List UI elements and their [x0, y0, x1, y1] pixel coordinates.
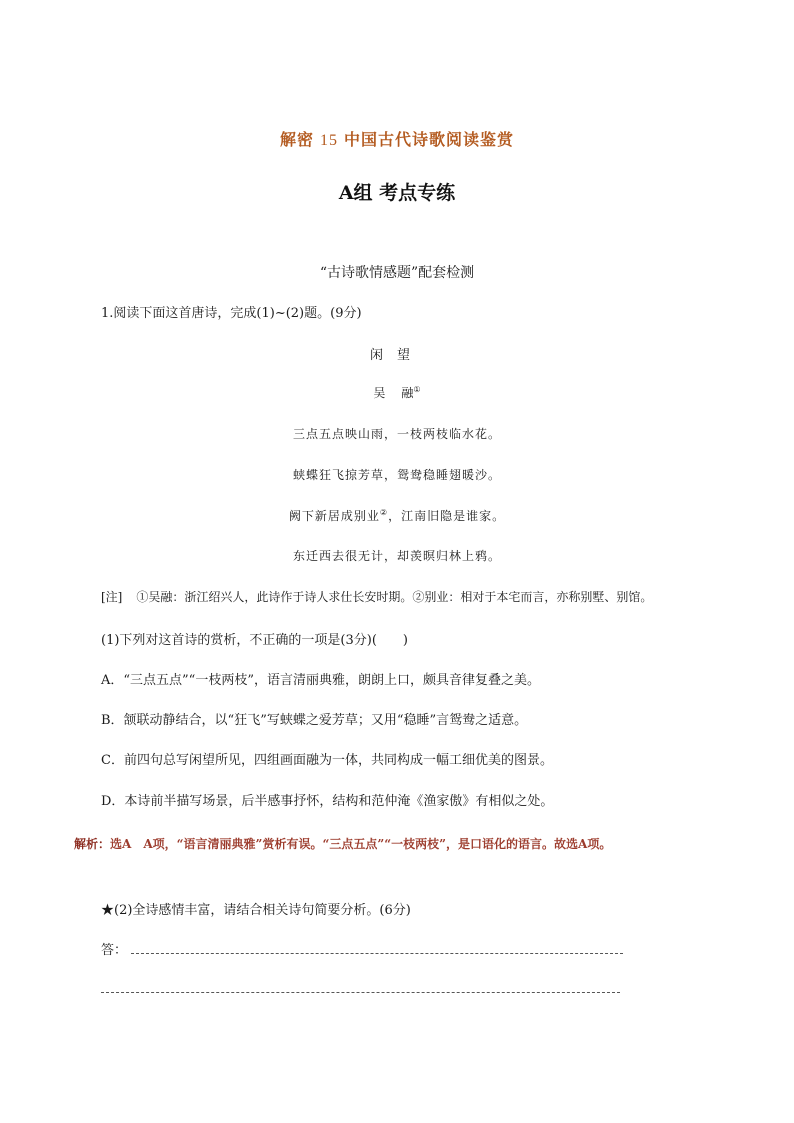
- analysis-label: 解析：: [74, 837, 111, 851]
- group-title: A组 考点专练: [338, 182, 456, 204]
- subquestion-1-stem: (1)下列对这首诗的赏析，不正确的一项是(3分)( ): [101, 633, 408, 648]
- poem-line: 蛱蝶狂飞掠芳草，鸳鸯稳睡翅暖沙。: [292, 468, 501, 482]
- author-note-mark: ①: [413, 385, 421, 394]
- answer-label: 答：: [101, 943, 128, 958]
- note-tag: [注]: [101, 590, 123, 604]
- option-b: B．颔联动静结合，以“狂飞”写蛱蝶之爱芳草；又用“稳睡”言鸳鸯之适意。: [101, 713, 528, 728]
- poem-line: [0, 507, 794, 524]
- section-title: “古诗歌情感题”配套检测: [319, 265, 475, 281]
- answer-line[interactable]: [101, 992, 620, 993]
- question-intro: 1.阅读下面这首唐诗，完成(1)~(2)题。(9分): [101, 306, 362, 321]
- poem-note-mark: ②: [379, 508, 389, 517]
- poem-line: 三点五点映山雨，一枝两枝临水花。: [292, 427, 501, 441]
- title-text: 中国古代诗歌阅读鉴赏: [344, 130, 515, 149]
- option-c: C．前四句总写闲望所见，四组画面融为一体，共同构成一幅工细优美的图景。: [101, 753, 553, 768]
- option-a: A．“三点五点”“一枝两枝”，语言清丽典雅，朗朗上口，颇具音律复叠之美。: [101, 673, 540, 688]
- title-prefix: 解密: [279, 130, 314, 149]
- poem-line: 东迁西去很无计，却羡暝归林上鸦。: [292, 549, 501, 563]
- subquestion-2-stem: ★(2)全诗感情丰富，请结合相关诗句简要分析。(6分): [101, 903, 411, 918]
- title-number: 15: [320, 132, 338, 149]
- option-d: D．本诗前半描写场景，后半感事抒怀，结构和范仲淹《渔家傲》有相似之处。: [101, 794, 554, 809]
- poem-note: [101, 588, 652, 605]
- author-given: 融: [401, 386, 414, 400]
- answer-row: [101, 939, 623, 958]
- poem-author: [0, 384, 794, 401]
- note-text: ①吴融：浙江绍兴人，此诗作于诗人求仕长安时期。②别业：相对于本宅而言，亦称别墅、别馆。: [136, 590, 653, 604]
- poem-line-part: 阙下新居成别业: [288, 509, 380, 523]
- answer-line[interactable]: [131, 952, 623, 954]
- main-title: [0, 127, 794, 150]
- poem-title: 闲望: [369, 348, 424, 363]
- poem-line-part: ，江南旧隐是谁家。: [388, 509, 506, 523]
- analysis-text: 选A A项，“语言清丽典雅”赏析有误。“三点五点”“一枝两枝”，是口语化的语言。故选A项。: [110, 837, 612, 851]
- author-surname: 吴: [373, 386, 386, 400]
- answer-analysis: [74, 832, 724, 856]
